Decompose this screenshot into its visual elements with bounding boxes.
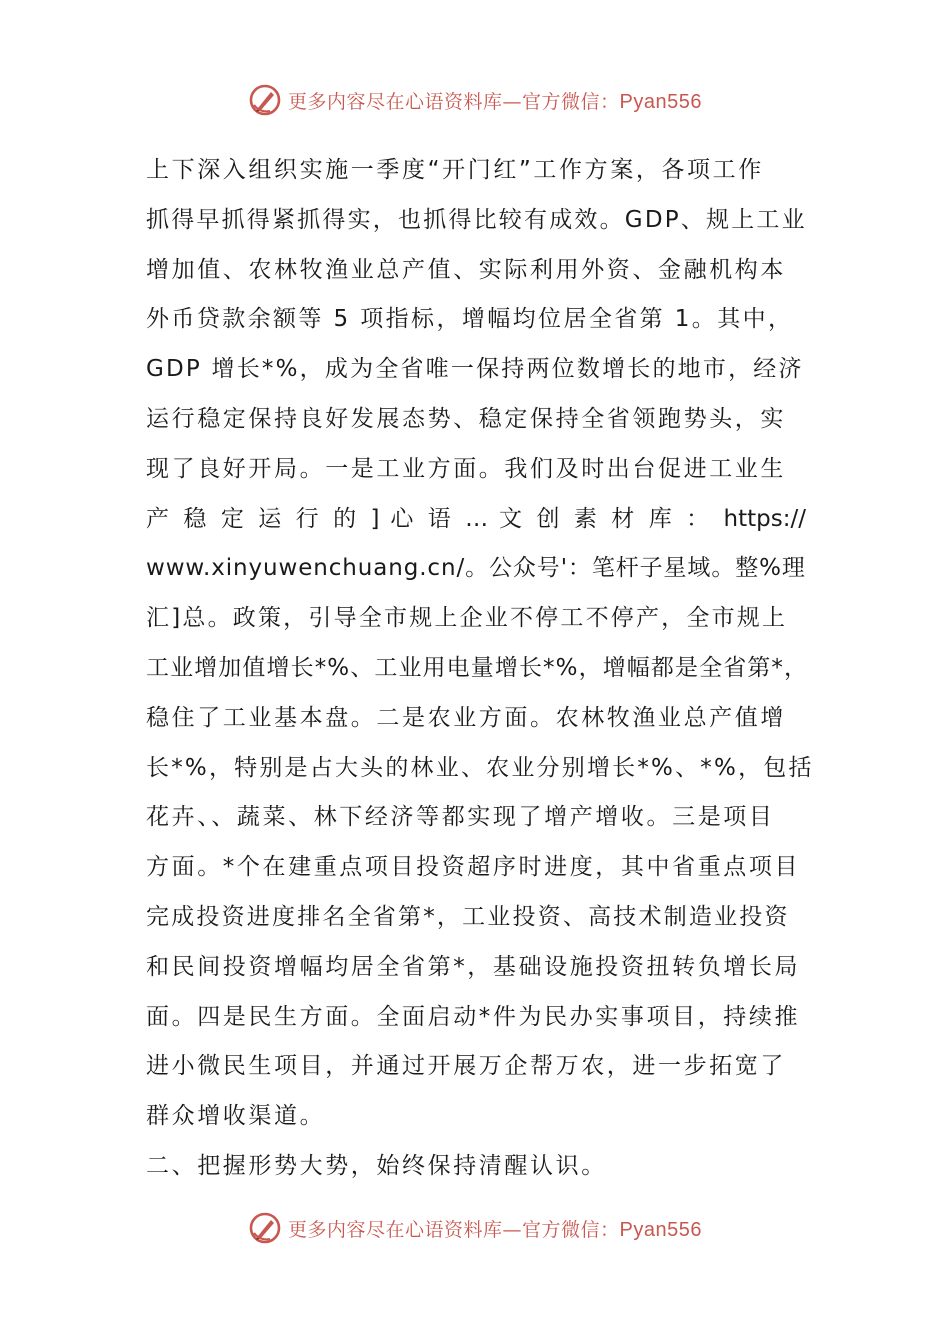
paragraph-line: www.xinyuwenchuang.cn/。公众号'：笔杆子星域。整%理	[146, 555, 806, 582]
paragraph-line: 和民间投资增幅均居全省第*，基础设施投资扭转负增长局	[146, 953, 801, 980]
paragraph-line: 增加值、农林牧渔业总产值、实际利用外资、金融机构本	[146, 256, 786, 283]
paragraph-line: 抓得早抓得紧抓得实，也抓得比较有成效。GDP、规上工业	[146, 206, 807, 233]
pen-logo-icon	[248, 1211, 282, 1245]
paragraph-line: 汇]总。政策，引导全市规上企业不停工不停产，全市规上	[146, 605, 788, 632]
paragraph-line: 工业增加值增长*%、工业用电量增长*%，增幅都是全省第*，	[146, 654, 809, 681]
paragraph-line: 花卉、、蔬菜、林下经济等都实现了增产增收。三是项目	[146, 804, 775, 831]
section-heading: 二、把握形势大势，始终保持清醒认识。	[146, 1152, 607, 1179]
paragraph-line: 产 稳 定 运 行 的 ] 心 语 … 文 创 素 材 库 ： https://	[146, 505, 806, 532]
paragraph-line: 方面。*个在建重点项目投资超序时进度，其中省重点项目	[146, 854, 801, 881]
banner-text: 更多内容尽在心语资料库—官方微信：Pyan556	[288, 1218, 702, 1241]
wechat-id: Pyan556	[619, 1218, 702, 1241]
wechat-id: Pyan556	[619, 90, 702, 113]
paragraph-line: 完成投资进度排名全省第*，工业投资、高技术制造业投资	[146, 903, 790, 930]
paragraph-line: 运行稳定保持良好发展态势、稳定保持全省领跑势头，实	[146, 405, 786, 432]
paragraph-line: 长*%，特别是占大头的林业、农业分别增长*%、*%，包括	[146, 754, 814, 781]
paragraph-line: 面。四是民生方面。全面启动*件为民办实事项目，持续推	[146, 1003, 801, 1030]
paragraph-line: 现了良好开局。一是工业方面。我们及时出台促进工业生	[146, 455, 786, 482]
banner-text: 更多内容尽在心语资料库—官方微信：Pyan556	[288, 90, 702, 113]
paragraph-line: 进小微民生项目，并通过开展万企帮万农，进一步拓宽了	[146, 1053, 786, 1080]
document-body	[146, 146, 814, 1192]
paragraph-line: 上下深入组织实施一季度“开门红”工作方案，各项工作	[146, 157, 764, 183]
header-watermark-banner	[0, 80, 950, 120]
paragraph-line: 群众增收渠道。	[146, 1103, 326, 1130]
footer-watermark-banner	[0, 1208, 950, 1248]
pen-logo-icon	[248, 83, 282, 117]
paragraph-line: GDP 增长*%，成为全省唯一保持两位数增长的地市，经济	[146, 356, 804, 383]
paragraph-line: 稳住了工业基本盘。二是农业方面。农林牧渔业总产值增	[146, 704, 786, 731]
paragraph-line: 外币贷款余额等 5 项指标，增幅均位居全省第 1。其中，	[146, 306, 794, 333]
